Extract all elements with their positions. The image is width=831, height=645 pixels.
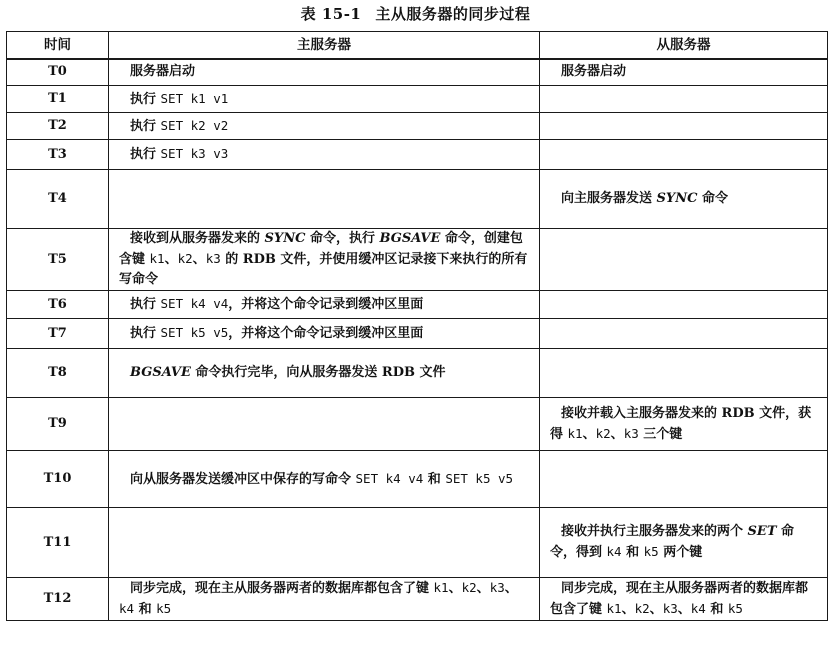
slave-text: k4	[690, 600, 706, 616]
header-time: 时间	[7, 32, 109, 59]
master-text: SET k3 v3	[160, 146, 229, 161]
slave-cell	[540, 140, 828, 170]
master-text: 接收到从服务器发来的	[130, 231, 265, 246]
master-text: k2	[461, 580, 477, 595]
slave-cell	[540, 170, 828, 229]
slave-cell	[540, 508, 828, 578]
master-text: ，并将这个命令记录到缓冲区里面	[228, 297, 424, 312]
slave-text: k3	[662, 600, 678, 616]
master-cell	[109, 508, 540, 578]
master-text: BGSAVE	[130, 365, 191, 380]
slave-text: 、	[610, 426, 624, 442]
slave-cell	[540, 451, 828, 508]
slave-text: 和	[621, 545, 644, 560]
slave-text: 接收并执行主服务器发来的两个	[561, 524, 748, 539]
master-text: 、	[192, 252, 206, 267]
master-text: 执行	[130, 297, 161, 312]
master-text: k4	[119, 601, 135, 616]
master-cell	[109, 170, 540, 229]
master-text: k1	[433, 580, 449, 595]
slave-text: 和	[705, 601, 728, 617]
master-cell	[109, 59, 540, 86]
master-text: 、	[448, 581, 462, 596]
master-text: 服务器启动	[130, 64, 196, 80]
table-row	[7, 319, 828, 349]
time-cell: T12	[7, 578, 109, 621]
master-text: 执行	[130, 91, 161, 107]
table-caption	[0, 3, 831, 24]
master-text: 和	[423, 471, 446, 487]
slave-text: k5	[643, 544, 659, 559]
master-text: SET k2 v2	[160, 117, 229, 133]
time-cell: T9	[7, 398, 109, 451]
master-text: SET k5 v5	[445, 470, 514, 486]
table-row	[7, 229, 828, 291]
slave-text: SET	[747, 524, 777, 539]
header-slave: 从服务器	[540, 32, 828, 59]
table-row	[7, 140, 828, 170]
time-cell: T6	[7, 291, 109, 319]
master-text: k5	[156, 601, 172, 616]
master-text: 执行	[130, 118, 161, 134]
master-text: 向从服务器发送缓冲区中保存的写命令	[130, 471, 356, 487]
slave-text: 接收并载入主服务器发来的 RDB 文件，获得	[550, 405, 812, 442]
master-text: 同步完成，现在主从服务器两者的数据库都包含了键	[130, 581, 434, 596]
master-text: SET k1 v1	[160, 90, 229, 106]
master-text: k3	[205, 251, 221, 266]
slave-text: 服务器启动	[561, 64, 627, 80]
master-text: k1	[149, 251, 165, 266]
time-cell: T11	[7, 508, 109, 578]
master-cell	[109, 291, 540, 319]
table-row	[7, 508, 828, 578]
master-text: 、	[164, 252, 178, 267]
master-text: 的 RDB 文件，并使用缓冲区记录接下来执行的所有写命令	[119, 252, 528, 287]
table-row	[7, 86, 828, 113]
header-master: 主服务器	[109, 32, 540, 59]
time-cell: T8	[7, 349, 109, 398]
slave-text: 同步完成，现在主从服务器两者的数据库都包含了键	[550, 580, 809, 617]
master-cell	[109, 319, 540, 349]
slave-cell	[540, 398, 828, 451]
master-cell	[109, 451, 540, 508]
master-text: 和	[134, 602, 157, 617]
master-text: ，并将这个命令记录到缓冲区里面	[228, 326, 424, 341]
master-cell	[109, 86, 540, 113]
table-row	[7, 113, 828, 140]
slave-text: 、	[621, 601, 635, 617]
slave-text: k5	[727, 600, 743, 616]
table-header-row	[7, 32, 828, 59]
slave-text: 、	[649, 601, 663, 617]
slave-text: k2	[634, 600, 650, 616]
slave-text: k4	[606, 544, 622, 559]
table-row	[7, 578, 828, 621]
slave-text: SYNC	[656, 191, 698, 206]
master-text: 命令，执行	[305, 231, 380, 246]
slave-text: 三个键	[638, 426, 683, 442]
slave-cell	[540, 319, 828, 349]
slave-cell	[540, 349, 828, 398]
master-cell	[109, 140, 540, 170]
master-text: SET k5 v5	[160, 325, 229, 340]
slave-text: k2	[595, 425, 611, 441]
master-text: SET k4 v4	[160, 296, 229, 311]
master-text: 、	[504, 581, 518, 596]
table-row	[7, 170, 828, 229]
time-cell: T1	[7, 86, 109, 113]
slave-cell	[540, 229, 828, 291]
slave-text: k1	[606, 600, 622, 616]
master-text: BGSAVE	[379, 231, 441, 246]
master-cell	[109, 113, 540, 140]
slave-text: 两个键	[658, 545, 703, 560]
table-row	[7, 59, 828, 86]
time-cell: T2	[7, 113, 109, 140]
master-text: 执行	[130, 326, 161, 341]
slave-text: 向主服务器发送	[561, 191, 657, 206]
slave-cell	[540, 113, 828, 140]
slave-cell	[540, 86, 828, 113]
master-cell	[109, 229, 540, 291]
master-text: SYNC	[264, 231, 306, 246]
slave-cell	[540, 59, 828, 86]
table-number: 表 15-1	[300, 5, 362, 23]
table-row	[7, 291, 828, 319]
time-cell: T4	[7, 170, 109, 229]
table-title: 主从服务器的同步过程	[375, 5, 531, 23]
slave-cell	[540, 578, 828, 621]
slave-text: k3	[623, 425, 639, 441]
slave-cell	[540, 291, 828, 319]
master-text: 命令执行完毕，向从服务器发送 RDB 文件	[190, 365, 446, 380]
slave-text: 、	[677, 601, 691, 617]
master-cell	[109, 349, 540, 398]
slave-text: 命令	[697, 191, 728, 206]
master-text: SET k4 v4	[355, 470, 424, 486]
master-text: k2	[177, 251, 193, 266]
sync-process-table	[6, 31, 828, 621]
table-body	[7, 59, 828, 621]
master-text: 命令，创建包含键	[119, 231, 523, 267]
time-cell: T7	[7, 319, 109, 349]
master-text: k3	[489, 580, 505, 595]
time-cell: T0	[7, 59, 109, 86]
master-text: 执行	[130, 147, 161, 162]
slave-text: k1	[567, 425, 583, 441]
time-cell: T3	[7, 140, 109, 170]
slave-text: 命令，得到	[550, 524, 795, 560]
table-row	[7, 398, 828, 451]
master-text: 、	[476, 581, 490, 596]
master-cell	[109, 398, 540, 451]
table-row	[7, 451, 828, 508]
master-cell	[109, 578, 540, 621]
time-cell: T10	[7, 451, 109, 508]
time-cell: T5	[7, 229, 109, 291]
slave-text: 、	[582, 426, 596, 442]
table-row	[7, 349, 828, 398]
